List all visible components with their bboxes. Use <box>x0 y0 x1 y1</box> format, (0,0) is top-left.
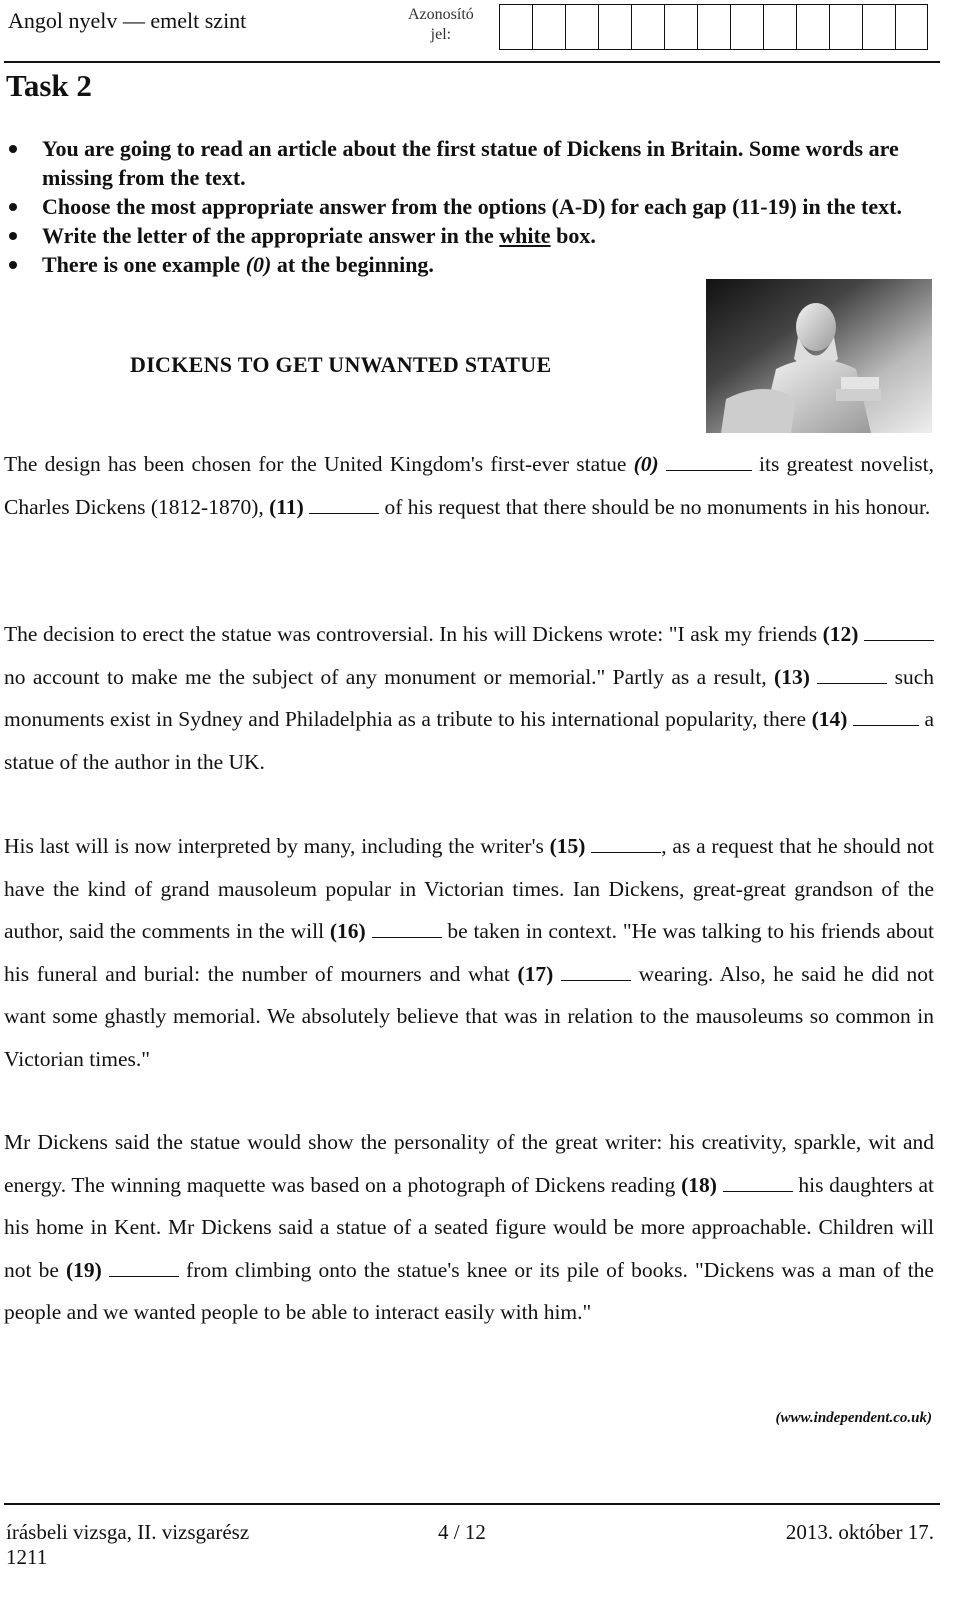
article-paragraph-2 <box>4 613 934 783</box>
footer-divider <box>4 1503 940 1505</box>
instruction-item <box>0 250 940 279</box>
task-title: Task 2 <box>6 68 92 103</box>
bullet-icon <box>9 203 17 211</box>
id-box[interactable] <box>829 4 862 50</box>
footer-exam-part: írásbeli vizsga, II. vizsgarész <box>6 1520 250 1544</box>
instruction-item <box>0 221 940 250</box>
id-box[interactable] <box>862 4 895 50</box>
gap-0-blank <box>666 456 752 471</box>
text-run: wearing. Also, he said he did not want some ghastly memorial. We absolutely believe that was in relation to the mausoleums so common in Victorian times." <box>4 961 935 1071</box>
id-label-line-1: Azonosító <box>408 6 474 23</box>
exam-subject: Angol nyelv — emelt szint <box>8 8 247 33</box>
id-box[interactable] <box>532 4 565 50</box>
header-divider <box>4 61 940 63</box>
instructions-list <box>0 134 940 279</box>
instruction-text-pre: There is one example <box>42 252 246 277</box>
bullet-icon <box>9 145 17 153</box>
id-box[interactable] <box>631 4 664 50</box>
gap-label-15: (15) <box>549 834 586 858</box>
bullet-icon <box>9 261 17 269</box>
id-label <box>408 5 474 45</box>
id-box[interactable] <box>598 4 631 50</box>
text-run: Mr Dickens said the statue would show the personality of the great writer: his creativity, sparkle, wit and energy. The winning maquette was based on a photograph of Dickens reading <box>4 1130 934 1197</box>
footer-code: 1211 <box>6 1545 48 1569</box>
text-run: his daughters at his home in Kent. Mr Dickens said a statue of a seated figure would be more approachable. Children will not be <box>4 1172 934 1282</box>
statue-illustration <box>706 279 932 433</box>
instruction-text-post: box. <box>550 223 596 248</box>
id-box[interactable] <box>565 4 598 50</box>
gap-label-11: (11) <box>269 494 304 519</box>
footer-left <box>6 1520 249 1570</box>
instruction-text-pre: Write the letter of the appropriate answer in the <box>42 223 500 248</box>
article-paragraph-1 <box>4 443 934 528</box>
page-number: 4 / 12 <box>438 1520 486 1544</box>
id-box[interactable] <box>730 4 763 50</box>
gap-17-blank[interactable] <box>561 966 631 981</box>
text-run: The design has been chosen for the United Kingdom's first-ever statue <box>4 452 634 476</box>
gap-label-18: (18) <box>681 1172 717 1197</box>
id-input-boxes[interactable] <box>499 4 928 50</box>
text-run: such monuments exist in Sydney and Philadelphia as a tribute to his international popularity, there <box>4 664 934 731</box>
article-paragraph-3 <box>4 825 934 1080</box>
gap-19-blank[interactable] <box>109 1262 179 1277</box>
gap-label-12: (12) <box>822 622 859 646</box>
gap-11-blank[interactable] <box>309 499 379 514</box>
instruction-underlined-word: white <box>499 223 551 248</box>
example-marker: (0) <box>245 252 272 277</box>
instruction-item <box>0 134 940 192</box>
instruction-item <box>0 192 940 221</box>
gap-label-17: (17) <box>517 961 554 986</box>
gap-label-0: (0) <box>633 452 659 476</box>
text-run: be taken in context. "He was talking to his friends about his funeral and burial: the number of mourners and what <box>4 919 934 986</box>
text-run: no account to make me the subject of any monument or memorial." Partly as a result, <box>4 664 775 689</box>
instruction-text: You are going to read an article about the first statue of Dickens in Britain. Some words are missing from the text. <box>42 136 899 190</box>
text-run: from climbing onto the statue's knee or its pile of books. "Dickens was a man of the people and we wanted people to be able to interact easily with him." <box>4 1257 934 1324</box>
gap-label-14: (14) <box>811 707 848 731</box>
gap-14-blank[interactable] <box>853 711 919 726</box>
id-label-line-2: jel: <box>430 26 452 43</box>
bullet-icon <box>9 232 17 240</box>
gap-18-blank[interactable] <box>723 1177 793 1192</box>
gap-label-13: (13) <box>774 664 810 689</box>
gap-label-19: (19) <box>65 1257 102 1282</box>
instruction-text: Choose the most appropriate answer from the options (A-D) for each gap (11-19) in the text. <box>42 194 902 219</box>
text-run: a statue of the author in the UK. <box>4 707 935 774</box>
id-box[interactable] <box>763 4 796 50</box>
text-run: , as a request that he should not have the kind of grand mausoleum popular in Victorian times. Ian Dickens, great-great grandson of the author, said the comments in the will <box>4 834 934 943</box>
id-box[interactable] <box>796 4 829 50</box>
id-box[interactable] <box>499 4 532 50</box>
dickens-statue-photo <box>706 279 932 433</box>
text-run: its greatest novelist, Charles Dickens (1812-1870), <box>4 452 935 519</box>
gap-13-blank[interactable] <box>817 669 887 684</box>
text-run: of his request that there should be no monuments in his honour. <box>379 494 931 519</box>
footer-date: 2013. október 17. <box>785 1520 934 1544</box>
instruction-text-post: at the beginning. <box>271 252 434 277</box>
id-box[interactable] <box>664 4 697 50</box>
gap-15-blank[interactable] <box>591 838 661 853</box>
gap-12-blank[interactable] <box>864 626 934 641</box>
article-title: DICKENS TO GET UNWANTED STATUE <box>130 352 552 377</box>
gap-label-16: (16) <box>329 919 366 943</box>
id-box[interactable] <box>697 4 730 50</box>
gap-16-blank[interactable] <box>372 923 442 938</box>
id-box[interactable] <box>895 4 928 50</box>
text-run: The decision to erect the statue was controversial. In his will Dickens wrote: "I ask my friends <box>4 622 823 646</box>
article-source: (www.independent.co.uk) <box>775 1410 932 1426</box>
article-paragraph-4 <box>4 1121 934 1334</box>
text-run: His last will is now interpreted by many, including the writer's <box>4 834 550 858</box>
